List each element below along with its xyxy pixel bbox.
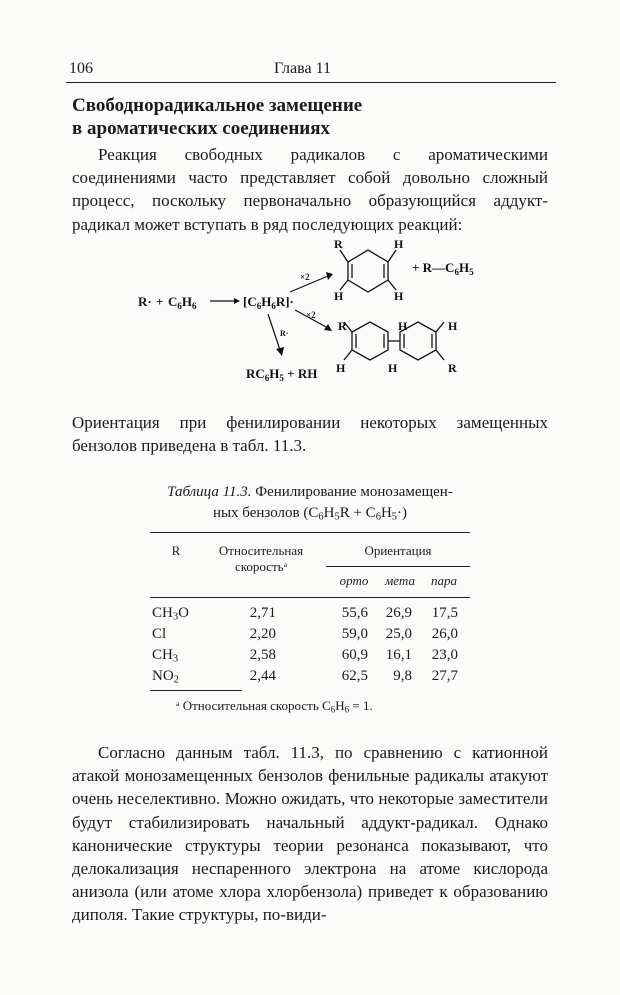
cell-r: $CH_3$ <box>152 647 179 665</box>
cell-rate: 2,71 <box>249 605 276 621</box>
final-text: Согласно данным табл. 11.3, по сравнению с катионной атакой монозамещенных бензолов фенильные радикалы атакуют очень неселективно. Можно ожидать, что некоторые заместители будут стабилизировать начальный аддукт-радикал. Однако канонические структуры теории резонанса показывают, что делокализация неспаренного электрона на атоме кислорода анизола (или атоме хлора хлорбензола) приведет к образованию диполя. Такие структуры, по-види- <box>72 743 548 925</box>
arrow-up-branch <box>290 272 333 292</box>
section-title <box>72 94 362 140</box>
table-caption-label: Таблица 11.3. <box>167 484 252 500</box>
chapter-title: Глава 11 <box>274 60 331 77</box>
footnote-mark: а <box>176 699 180 709</box>
sub-r-upper: R <box>334 237 343 251</box>
table-caption-line1: Фенилирование монозамещен- <box>255 484 453 500</box>
benzene-formula: $C_6H_6$ <box>168 294 197 311</box>
dimer-h-bottom-mid: H <box>388 361 398 375</box>
cell-meta: 25,0 <box>385 626 412 642</box>
cell-para: 26,0 <box>431 626 458 642</box>
table-row <box>150 647 470 668</box>
reactant-radical: R· <box>138 294 152 309</box>
table-footnote: $^а$ Относительная скорость $C_6H_6 = 1$. <box>176 698 373 715</box>
step-label-r-radical: R· <box>280 329 289 338</box>
col-orientation-header: Ориентация <box>364 543 432 558</box>
final-paragraph <box>72 741 548 927</box>
cyclohexadiene-ring <box>340 250 396 292</box>
col-rate-header: Относительная скорость$^а$ <box>218 543 304 574</box>
cell-meta: 9,8 <box>393 668 412 684</box>
adduct-formula: $[C_6H_6R]\cdot$ <box>243 294 294 311</box>
step-label-x2-upper: ×2 <box>300 272 310 282</box>
cell-rate: 2,44 <box>249 668 276 684</box>
table-row <box>150 626 470 647</box>
table-header-rule <box>150 597 470 598</box>
dimer-r-right: R <box>448 361 457 375</box>
plus-r-c6h5: + $R—C_6H_5$ <box>412 260 474 277</box>
plus-sign: + <box>156 294 164 309</box>
cell-para: 27,7 <box>431 668 458 684</box>
table-caption <box>150 482 470 524</box>
table-bottom-rule <box>150 690 242 691</box>
intro-text: Реакция свободных радикалов с ароматическими соединениями часто представляет собой довольно сложный процесс, поскольку первоначально образующийся аддукт-радикал может вступать в ряд последующих реакций: <box>72 145 548 234</box>
dimer-h-bottom-left: H <box>336 361 346 375</box>
reaction-scheme <box>130 232 500 392</box>
orientation-text: Ориентация при фенилировании некоторых замещенных бензолов приведена в табл. 11.3. <box>72 413 548 456</box>
intro-paragraph <box>72 143 548 236</box>
cell-ortho: 59,0 <box>341 626 368 642</box>
cell-rate: 2,20 <box>249 626 276 642</box>
product-rc6h5-rh: $RC_6H_5$ + RH <box>246 366 318 383</box>
dimer-h-top-right: H <box>448 319 458 333</box>
sub-h-lower-right: H <box>394 289 404 303</box>
arrow-to-adduct <box>210 298 240 304</box>
cell-rate: 2,58 <box>249 647 276 663</box>
col-ortho-header: орто <box>339 573 369 588</box>
cell-meta: 26,9 <box>385 605 412 621</box>
table-body <box>150 605 470 689</box>
cell-ortho: 55,6 <box>341 605 368 621</box>
page-number: 106 <box>69 60 93 77</box>
col-r-header: R <box>171 543 181 558</box>
section-title-line1: Свободнорадикальное замещение <box>72 95 363 116</box>
orientation-paragraph <box>72 411 548 457</box>
col-meta-header: мета <box>385 573 415 588</box>
cell-r: Cl <box>152 626 167 642</box>
table-row <box>150 605 470 626</box>
cell-para: 17,5 <box>431 605 458 621</box>
header-rule <box>66 82 556 83</box>
table-top-rule <box>150 532 470 533</box>
cell-r: $CH_3O$ <box>152 605 189 623</box>
dimer-h-top-mid: H <box>398 319 408 333</box>
sub-h-upper-right: H <box>394 237 404 251</box>
cell-meta: 16,1 <box>385 647 412 663</box>
cell-ortho: 60,9 <box>341 647 368 663</box>
cell-para: 23,0 <box>431 647 458 663</box>
dimer-structure <box>344 322 444 360</box>
dimer-r-left: R <box>338 319 347 333</box>
table-row <box>150 668 470 689</box>
sub-h-lower-left: H <box>334 289 344 303</box>
col-para-header: пара <box>431 573 457 588</box>
cell-ortho: 62,5 <box>341 668 368 684</box>
table-orientation-rule <box>326 566 470 567</box>
step-label-x2-lower: ×2 <box>306 310 316 320</box>
table-caption-line2: ных бензолов $(C_6H_5R + C_6H_5\cdot)$ <box>212 505 408 523</box>
cell-r: $NO_2$ <box>152 668 179 686</box>
section-title-line2: в ароматических соединениях <box>72 118 331 139</box>
